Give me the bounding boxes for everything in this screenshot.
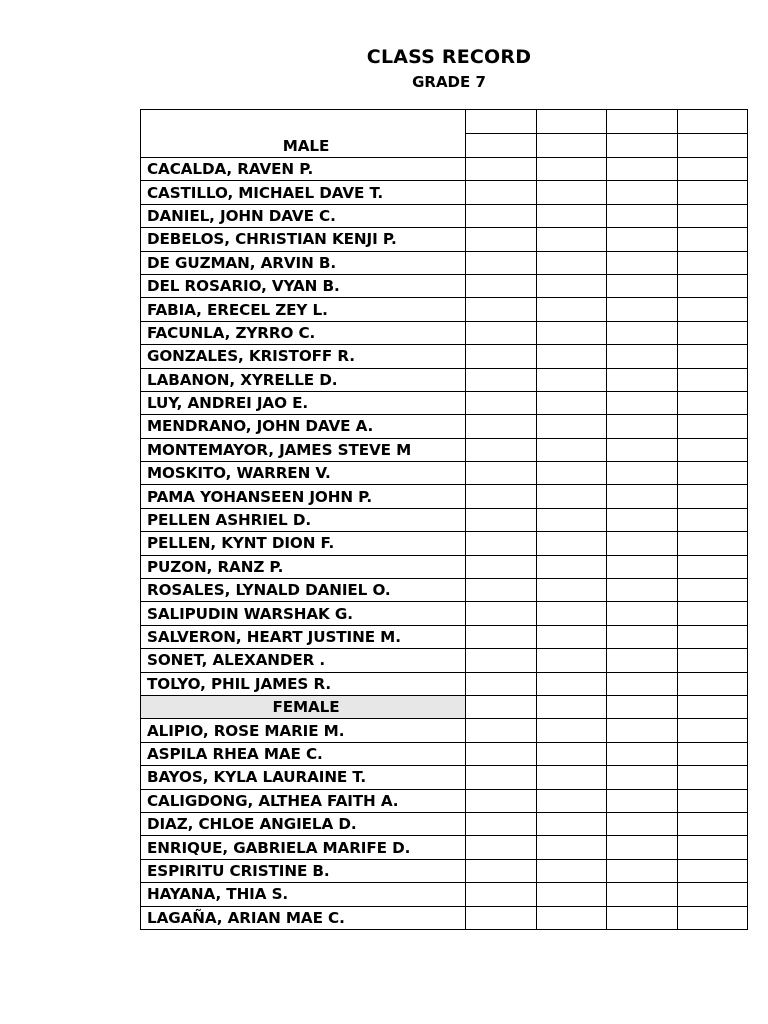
grade-cell[interactable] [607,789,678,812]
table-row [141,789,748,812]
student-name: PELLEN, KYNT DION F. [141,532,466,555]
grade-cell[interactable] [536,649,607,672]
grade-cell[interactable] [536,298,607,321]
grade-cell[interactable] [536,719,607,742]
grade-cell[interactable] [536,625,607,648]
grade-cell[interactable] [466,602,537,625]
grade-cell[interactable] [677,251,748,274]
grade-cell[interactable] [466,625,537,648]
grade-cell[interactable] [677,649,748,672]
grade-cell[interactable] [466,859,537,882]
grade-cell[interactable] [607,298,678,321]
grade-cell[interactable] [466,438,537,461]
grade-cell[interactable] [536,906,607,929]
grade-cell[interactable] [677,859,748,882]
grade-cell[interactable] [536,485,607,508]
grade-cell[interactable] [536,555,607,578]
table-row [141,181,748,204]
student-name: BAYOS, KYLA LAURAINE T. [141,766,466,789]
grade-cell[interactable] [466,251,537,274]
grade-cell[interactable] [607,579,678,602]
grade-cell[interactable] [607,158,678,181]
grade-cell[interactable] [466,110,537,134]
grade-cell[interactable] [607,742,678,765]
table-row [141,672,748,695]
table-row [141,415,748,438]
table-row [141,251,748,274]
grade-cell[interactable] [607,555,678,578]
grade-cell[interactable] [466,812,537,835]
grade-cell[interactable] [607,883,678,906]
student-name: PAMA YOHANSEEN JOHN P. [141,485,466,508]
table-row [141,906,748,929]
table-row [141,438,748,461]
grade-cell[interactable] [466,508,537,531]
grade-cell[interactable] [677,321,748,344]
grade-cell[interactable] [607,695,678,718]
grade-cell[interactable] [677,204,748,227]
student-name: FACUNLA, ZYRRO C. [141,321,466,344]
grade-cell[interactable] [677,812,748,835]
grade-cell[interactable] [536,415,607,438]
table-row [141,462,748,485]
grade-cell[interactable] [677,883,748,906]
table-row [141,532,748,555]
grade-cell[interactable] [466,345,537,368]
student-name: TOLYO, PHIL JAMES R. [141,672,466,695]
grade-cell[interactable] [536,204,607,227]
grade-cell[interactable] [536,438,607,461]
student-name: SALIPUDIN WARSHAK G. [141,602,466,625]
grade-cell[interactable] [677,695,748,718]
student-name: PELLEN ASHRIEL D. [141,508,466,531]
student-name: MENDRANO, JOHN DAVE A. [141,415,466,438]
student-name: CACALDA, RAVEN P. [141,158,466,181]
student-name: ESPIRITU CRISTINE B. [141,859,466,882]
grade-cell[interactable] [466,485,537,508]
grade-cell[interactable] [677,274,748,297]
grade-cell[interactable] [536,508,607,531]
table-row [141,859,748,882]
student-name: LUY, ANDREI JAO E. [141,391,466,414]
grade-cell[interactable] [466,462,537,485]
grade-cell[interactable] [607,532,678,555]
grade-cell[interactable] [607,485,678,508]
grade-cell[interactable] [677,134,748,158]
grade-cell[interactable] [677,789,748,812]
grade-cell[interactable] [466,181,537,204]
grade-cell[interactable] [677,719,748,742]
table-row [141,742,748,765]
grade-cell[interactable] [536,883,607,906]
grade-cell[interactable] [536,391,607,414]
student-name: ROSALES, LYNALD DANIEL O. [141,579,466,602]
grade-cell[interactable] [466,836,537,859]
grade-cell[interactable] [677,368,748,391]
table-row [141,555,748,578]
table-row [141,602,748,625]
student-name: PUZON, RANZ P. [141,555,466,578]
grade-cell[interactable] [536,134,607,158]
grade-cell[interactable] [466,742,537,765]
grade-cell[interactable] [466,228,537,251]
grade-cell[interactable] [607,391,678,414]
grade-cell[interactable] [466,391,537,414]
grade-cell[interactable] [466,649,537,672]
table-row [141,719,748,742]
grade-cell[interactable] [677,415,748,438]
grade-cell[interactable] [677,158,748,181]
grade-cell[interactable] [466,134,537,158]
student-name: DE GUZMAN, ARVIN B. [141,251,466,274]
grade-cell[interactable] [536,462,607,485]
student-name: FABIA, ERECEL ZEY L. [141,298,466,321]
student-name: CALIGDONG, ALTHEA FAITH A. [141,789,466,812]
student-name: DANIEL, JOHN DAVE C. [141,204,466,227]
grade-cell[interactable] [607,415,678,438]
table-row [141,298,748,321]
student-name: ENRIQUE, GABRIELA MARIFE D. [141,836,466,859]
grade-cell[interactable] [466,883,537,906]
grade-cell[interactable] [466,368,537,391]
grade-cell[interactable] [677,625,748,648]
student-name: SALVERON, HEART JUSTINE M. [141,625,466,648]
grade-cell[interactable] [677,836,748,859]
grade-cell[interactable] [677,555,748,578]
grade-cell[interactable] [607,368,678,391]
female-header-row [141,695,748,718]
grade-cell[interactable] [466,158,537,181]
grade-cell[interactable] [607,438,678,461]
grade-cell[interactable] [677,181,748,204]
student-name: MONTEMAYOR, JAMES STEVE M [141,438,466,461]
grade-cell[interactable] [466,766,537,789]
grade-cell[interactable] [607,812,678,835]
grade-cell[interactable] [607,345,678,368]
class-record-table [140,109,748,930]
grade-cell[interactable] [466,695,537,718]
grade-cell[interactable] [536,158,607,181]
table-row [141,508,748,531]
grade-cell[interactable] [607,859,678,882]
grade-cell[interactable] [607,462,678,485]
grade-cell[interactable] [536,228,607,251]
grade-cell[interactable] [536,602,607,625]
grade-cell[interactable] [466,906,537,929]
student-name: GONZALES, KRISTOFF R. [141,345,466,368]
grade-cell[interactable] [677,298,748,321]
grade-cell[interactable] [607,228,678,251]
student-name: DIAZ, CHLOE ANGIELA D. [141,812,466,835]
grade-cell[interactable] [677,579,748,602]
grade-cell[interactable] [536,836,607,859]
table-row [141,158,748,181]
grade-cell[interactable] [466,555,537,578]
table-row [141,321,748,344]
grade-cell[interactable] [607,110,678,134]
grade-cell[interactable] [536,766,607,789]
grade-cell[interactable] [536,110,607,134]
grade-cell[interactable] [607,906,678,929]
document-subtitle: GRADE 7 [412,73,486,91]
grade-cell[interactable] [607,274,678,297]
grade-cell[interactable] [677,742,748,765]
grade-cell[interactable] [607,508,678,531]
table-row [141,345,748,368]
grade-cell[interactable] [677,485,748,508]
table-row [141,228,748,251]
grade-cell[interactable] [607,836,678,859]
student-name: SONET, ALEXANDER . [141,649,466,672]
table-row [141,625,748,648]
table-row [141,812,748,835]
grade-cell[interactable] [536,812,607,835]
header-row-top [141,110,748,134]
grade-cell[interactable] [677,672,748,695]
grade-cell[interactable] [607,672,678,695]
female-section-header: FEMALE [141,695,466,718]
grade-cell[interactable] [677,508,748,531]
grade-cell[interactable] [677,110,748,134]
grade-cell[interactable] [607,649,678,672]
student-name: ASPILA RHEA MAE C. [141,742,466,765]
table-row [141,204,748,227]
table-row [141,274,748,297]
student-name: DEBELOS, CHRISTIAN KENJI P. [141,228,466,251]
table-row [141,579,748,602]
grade-cell[interactable] [677,345,748,368]
grade-cell[interactable] [607,602,678,625]
table-row [141,368,748,391]
table-row [141,649,748,672]
grade-cell[interactable] [466,321,537,344]
grade-cell[interactable] [466,274,537,297]
student-name: CASTILLO, MICHAEL DAVE T. [141,181,466,204]
student-name: HAYANA, THIA S. [141,883,466,906]
table-row [141,883,748,906]
grade-cell[interactable] [677,906,748,929]
grade-cell[interactable] [607,251,678,274]
grade-cell[interactable] [466,579,537,602]
grade-cell[interactable] [677,391,748,414]
grade-cell[interactable] [536,274,607,297]
grade-cell[interactable] [466,298,537,321]
grade-cell[interactable] [466,415,537,438]
grade-cell[interactable] [466,719,537,742]
grade-cell[interactable] [536,789,607,812]
student-name: ALIPIO, ROSE MARIE M. [141,719,466,742]
student-name: LABANON, XYRELLE D. [141,368,466,391]
grade-cell[interactable] [536,859,607,882]
grade-cell[interactable] [536,742,607,765]
grade-cell[interactable] [607,181,678,204]
grade-cell[interactable] [607,134,678,158]
grade-cell[interactable] [607,321,678,344]
grade-cell[interactable] [536,532,607,555]
grade-cell[interactable] [607,625,678,648]
table-row [141,836,748,859]
grade-cell[interactable] [536,579,607,602]
grade-cell[interactable] [607,766,678,789]
grade-cell[interactable] [466,532,537,555]
grade-cell[interactable] [607,719,678,742]
grade-cell[interactable] [607,204,678,227]
table-row [141,766,748,789]
grade-cell[interactable] [677,228,748,251]
student-name: LAGAÑA, ARIAN MAE C. [141,906,466,929]
grade-cell[interactable] [536,251,607,274]
grade-cell[interactable] [466,672,537,695]
grade-cell[interactable] [536,368,607,391]
grade-cell[interactable] [536,321,607,344]
class-record-body [141,110,748,930]
grade-cell[interactable] [466,789,537,812]
grade-cell[interactable] [677,602,748,625]
table-row [141,391,748,414]
grade-cell[interactable] [677,766,748,789]
student-name: MOSKITO, WARREN V. [141,462,466,485]
grade-cell[interactable] [536,695,607,718]
grade-cell[interactable] [466,204,537,227]
student-name: DEL ROSARIO, VYAN B. [141,274,466,297]
grade-cell[interactable] [677,532,748,555]
grade-cell[interactable] [536,345,607,368]
table-row [141,485,748,508]
grade-cell[interactable] [677,462,748,485]
document-title: CLASS RECORD [366,46,532,68]
grade-cell[interactable] [677,438,748,461]
grade-cell[interactable] [536,181,607,204]
grade-cell[interactable] [536,672,607,695]
male-section-header: MALE [141,110,466,158]
